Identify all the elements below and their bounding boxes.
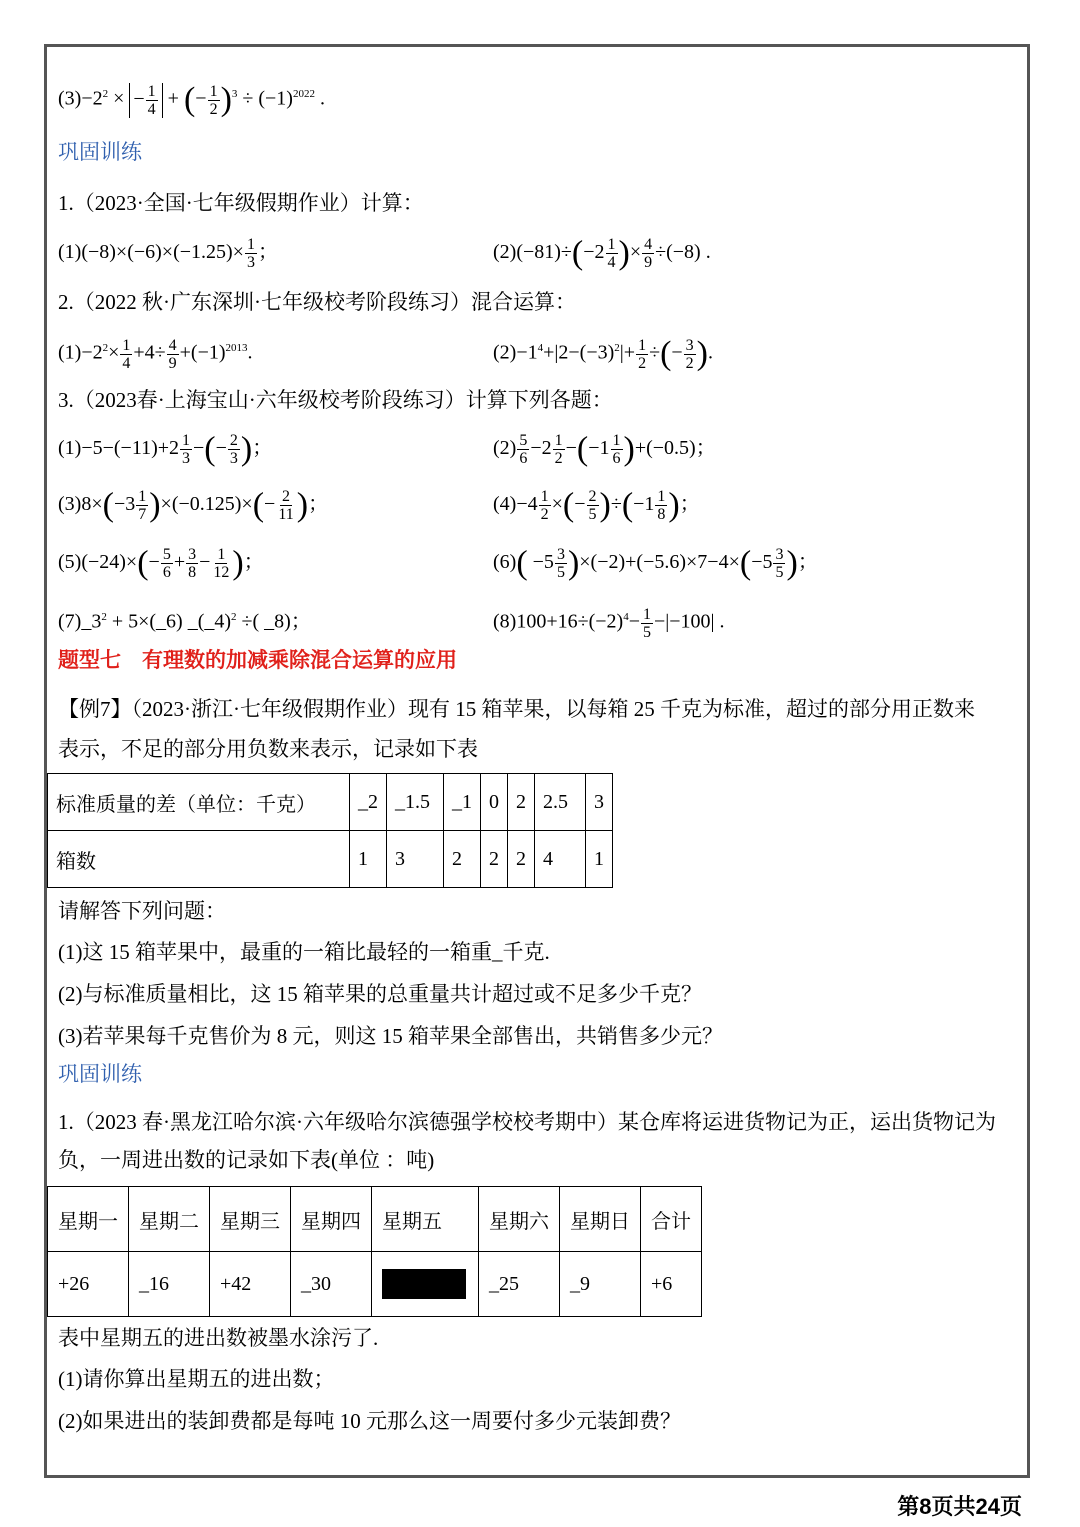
ex7-prompt: 请解答下列问题：: [58, 899, 226, 923]
ex7-question-3: (3)若苹果每千克售价为 8 元，则这 15 箱苹果全部售出，共销售多少元？: [58, 1024, 723, 1048]
table-header-cell: 星期二: [129, 1187, 210, 1252]
q3-title: 3.（2023春·上海宝山·六年级校考阶段练习）计算下列各题：: [58, 388, 613, 412]
table-cell: +26: [48, 1252, 129, 1317]
table-header-cell: 星期六: [479, 1187, 560, 1252]
table-row: [48, 831, 613, 888]
table-cell: +42: [210, 1252, 291, 1317]
apple-weight-table: [47, 773, 613, 888]
table-header-cell: 合计: [641, 1187, 702, 1252]
table-header-cell: 星期五: [372, 1187, 479, 1252]
q3-part2: (2) $\frac{5}{6}$ −2 $\frac{1}{2}$ −(−1 $\frac{1}{6}$ )+(−0.5)；: [493, 430, 716, 468]
q2-part2: $(2)-1^4+|2-(-3)^2|+$ $\frac{1}{2}$ ÷(− $\frac{3}{2}$ ).: [493, 335, 713, 373]
p1-question-2: (2)如果进出的装卸费都是每吨 10 元那么这一周要付多少元装卸费？: [58, 1409, 681, 1433]
table-cell: _9: [560, 1252, 641, 1317]
table-cell: 2: [508, 774, 535, 831]
table-header-cell: 星期日: [560, 1187, 641, 1252]
warehouse-table: [47, 1186, 702, 1317]
q2-part1: $(1)-2^2\times$ $\frac{1}{4}$ +4÷ $\frac{4}{9}$ $+(-1)^{2013}$.: [58, 336, 253, 372]
table-cell: _16: [129, 1252, 210, 1317]
table-cell: _25: [479, 1252, 560, 1317]
ink-smudge-cell: [372, 1252, 479, 1317]
q1-part2: (2)(−81)÷(−2 $\frac{1}{4}$ )× $\frac{4}{9}$ ÷(−8) .: [493, 234, 711, 272]
ex7-question-2: (2)与标准质量相比，这 15 箱苹果的总重量共计超过或不足多少千克？: [58, 982, 702, 1006]
table-cell: _2: [350, 774, 387, 831]
example7-line2: 表示，不足的部分用负数来表示，记录如下表: [58, 737, 478, 761]
table-cell: 2: [508, 831, 535, 888]
table-cell: 2: [444, 831, 481, 888]
table-cell: 2: [481, 831, 508, 888]
table-cell: 2.5: [535, 774, 586, 831]
table-cell: _1.5: [387, 774, 444, 831]
problem-3-expression: $(3)-2^2$ × − $\frac{1}{4}$ + (− $\frac{1}{2}$ )$^3 \div (-1)^{2022}$ .: [58, 81, 325, 119]
table-row: [48, 774, 613, 831]
section-practice-2: 巩固训练: [58, 1062, 142, 1086]
q3-part3: (3)8×(−3 $\frac{1}{7}$ )×(−0.125)×(− $\frac{2}{11}$ )；: [58, 486, 329, 524]
ex7-question-1: (1)这 15 箱苹果中，最重的一箱比最轻的一箱重_千克.: [58, 940, 550, 964]
q1-part1: (1)(−8)×(−6)×(−1.25)× $\frac{1}{3}$ ；: [58, 236, 278, 271]
table-cell: +6: [641, 1252, 702, 1317]
table-row: [48, 1187, 702, 1252]
table-header-cell: 星期三: [210, 1187, 291, 1252]
table-header-cell: 箱数: [48, 831, 350, 888]
table-header-cell: 标准质量的差（单位：千克）: [48, 774, 350, 831]
table-cell: _30: [291, 1252, 372, 1317]
p1-question-1: (1)请你算出星期五的进出数；: [58, 1367, 335, 1391]
section-practice-1: 巩固训练: [58, 140, 142, 164]
type7-title: 题型七 有理数的加减乘除混合运算的应用: [58, 648, 457, 672]
q3-part6: (6)( −5 $\frac{3}{5}$ )×(−2)+(−5.6)×7−4×(−5 $\frac{3}{5}$ )；: [493, 544, 818, 582]
page-number: 第8页共24页: [897, 1494, 1022, 1519]
example7-line1: 【例7】（2023·浙江·七年级假期作业）现有 15 箱苹果，以每箱 25 千克为标准，超过的部分用正数来: [58, 697, 975, 721]
q2-title: 2.（2022 秋·广东深圳·七年级校考阶段练习）混合运算：: [58, 290, 576, 314]
table-header-cell: 星期一: [48, 1187, 129, 1252]
table-header-cell: 星期四: [291, 1187, 372, 1252]
table-cell: 1: [586, 831, 613, 888]
p1-line2: 负，一周进出数的记录如下表(单位 ：吨): [58, 1148, 435, 1172]
table-cell: 3: [586, 774, 613, 831]
ink-smudge: [382, 1269, 466, 1299]
q1-title: 1.（2023·全国·七年级假期作业）计算：: [58, 191, 424, 215]
table-cell: _1: [444, 774, 481, 831]
q3-part4: (4)−4 $\frac{1}{2}$ ×(− $\frac{2}{5}$ )÷(−1 $\frac{1}{8}$ )；: [493, 486, 700, 524]
p1-line1: 1.（2023 春·黑龙江哈尔滨·六年级哈尔滨德强学校校考期中）某仓库将运进货物记为正，运出货物记为: [58, 1110, 996, 1134]
p1-note: 表中星期五的进出数被墨水涂污了.: [58, 1326, 379, 1350]
table-cell: 1: [350, 831, 387, 888]
table-row: [48, 1252, 702, 1317]
table-cell: 0: [481, 774, 508, 831]
table-cell: 3: [387, 831, 444, 888]
q3-part5: (5)(−24)×(− $\frac{5}{6}$ + $\frac{3}{8}$ − $\frac{1}{12}$ )；: [58, 544, 264, 582]
q3-part7: $(7)\_3^2$ + 5×(_6) _(_4)$^2$ ÷( _8)；: [58, 610, 311, 633]
q3-part1: (1)−5−(−11)+2 $\frac{1}{3}$ −(− $\frac{2}{3}$ )；: [58, 430, 273, 468]
q3-part8: $(8)100+16\div(-2)^4-$ $\frac{1}{5}$ −|−100| .: [493, 605, 725, 641]
table-cell: 4: [535, 831, 586, 888]
